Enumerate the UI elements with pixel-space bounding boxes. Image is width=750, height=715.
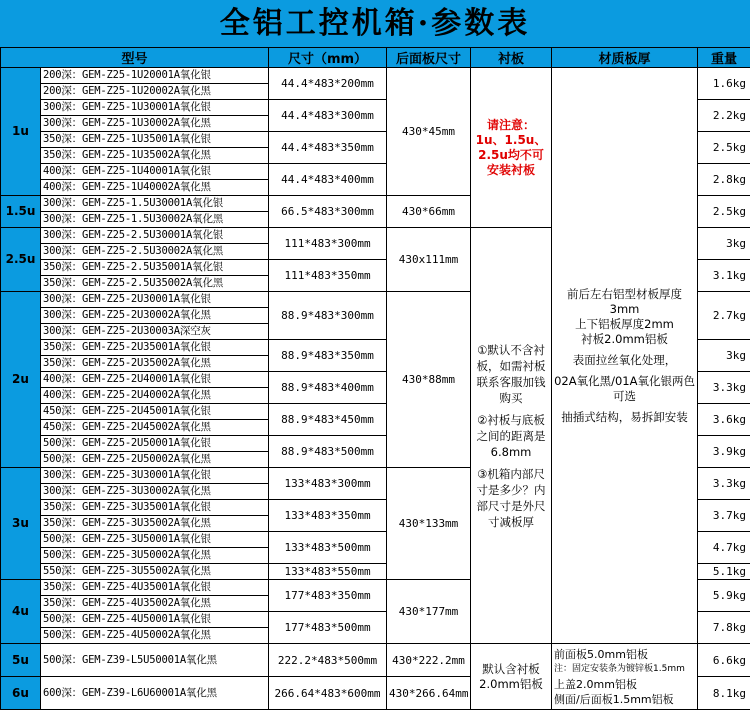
plate-notes-cell xyxy=(471,228,552,644)
group-label-2-5u: 2.5u xyxy=(1,228,41,292)
table-row xyxy=(1,644,750,677)
material-text xyxy=(554,287,695,425)
header-model: 型号 xyxy=(1,48,269,68)
model-cell: 350深：GEM-Z25-3U35002A氧化黑 xyxy=(41,516,269,532)
group-label-3u: 3u xyxy=(1,468,41,580)
group-label-1u: 1u xyxy=(1,68,41,196)
model-cell: 500深：GEM-Z39-L5U50001A氧化黑 xyxy=(41,644,269,677)
weight-cell: 3.3kg xyxy=(698,468,750,500)
model-cell: 200深：GEM-Z25-1U20001A氧化银 xyxy=(41,68,269,84)
model-cell: 450深：GEM-Z25-2U45001A氧化银 xyxy=(41,404,269,420)
model-cell: 300深：GEM-Z25-2U30003A深空灰 xyxy=(41,324,269,340)
weight-cell: 1.6kg xyxy=(698,68,750,100)
rear-cell: 430*222.2mm xyxy=(387,644,471,677)
size-cell: 133*483*350mm xyxy=(269,500,387,532)
model-cell: 300深：GEM-Z25-1U30002A氧化黑 xyxy=(41,116,269,132)
rear-cell: 430*266.64mm xyxy=(387,677,471,710)
weight-cell: 5.9kg xyxy=(698,580,750,612)
model-cell: 300深：GEM-Z25-2U30002A氧化黑 xyxy=(41,308,269,324)
model-cell: 350深：GEM-Z25-2.5U35002A氧化黑 xyxy=(41,276,269,292)
size-cell: 111*483*350mm xyxy=(269,260,387,292)
weight-cell: 2.7kg xyxy=(698,292,750,340)
material-bottom-line: 上盖2.0mm铝板 xyxy=(554,678,637,691)
weight-cell: 5.1kg xyxy=(698,564,750,580)
weight-cell: 3kg xyxy=(698,340,750,372)
weight-cell: 2.5kg xyxy=(698,132,750,164)
size-cell: 133*483*500mm xyxy=(269,532,387,564)
weight-cell: 3.7kg xyxy=(698,500,750,532)
size-cell: 44.4*483*200mm xyxy=(269,68,387,100)
size-cell: 44.4*483*350mm xyxy=(269,132,387,164)
material-line: 表面拉丝氧化处理， xyxy=(572,352,677,367)
table-row xyxy=(1,68,750,84)
model-cell: 400深：GEM-Z25-2U40001A氧化银 xyxy=(41,372,269,388)
plate-notice: 请注意：1u、1.5u、2.5u均不可安装衬板 xyxy=(475,117,547,177)
header-weight: 重量 xyxy=(698,48,750,68)
model-cell: 400深：GEM-Z25-2U40002A氧化黑 xyxy=(41,388,269,404)
rear-cell: 430*133mm xyxy=(387,468,471,580)
model-cell: 500深：GEM-Z25-4U50002A氧化黑 xyxy=(41,628,269,644)
model-cell: 400深：GEM-Z25-1U40002A氧化黑 xyxy=(41,180,269,196)
header-size: 尺寸（mm） xyxy=(269,48,387,68)
plate-note: ③机箱内部尺寸是多少？内部尺寸是外尺寸减板厚 xyxy=(476,466,546,529)
model-cell: 500深：GEM-Z25-4U50001A氧化银 xyxy=(41,612,269,628)
weight-cell: 3.6kg xyxy=(698,404,750,436)
model-cell: 550深：GEM-Z25-3U55002A氧化黑 xyxy=(41,564,269,580)
model-cell: 350深：GEM-Z25-2U35002A氧化黑 xyxy=(41,356,269,372)
model-cell: 350深：GEM-Z25-1U35001A氧化银 xyxy=(41,132,269,148)
model-cell: 500深：GEM-Z25-3U50001A氧化银 xyxy=(41,532,269,548)
model-cell: 300深：GEM-Z25-2.5U30002A氧化黑 xyxy=(41,244,269,260)
rear-cell: 430*177mm xyxy=(387,580,471,644)
size-cell: 133*483*550mm xyxy=(269,564,387,580)
size-cell: 88.9*483*450mm xyxy=(269,404,387,436)
model-cell: 450深：GEM-Z25-2U45002A氧化黑 xyxy=(41,420,269,436)
weight-cell: 3.1kg xyxy=(698,260,750,292)
size-cell: 222.2*483*500mm xyxy=(269,644,387,677)
group-label-6u: 6u xyxy=(1,677,41,710)
rear-cell: 430*88mm xyxy=(387,292,471,468)
material-bottom-line: 前面板5.0mm铝板 xyxy=(554,648,648,661)
weight-cell: 7.8kg xyxy=(698,612,750,644)
model-cell: 500深：GEM-Z25-2U50001A氧化银 xyxy=(41,436,269,452)
size-cell: 44.4*483*300mm xyxy=(269,100,387,132)
material-bottom-cell xyxy=(552,644,698,710)
material-cell xyxy=(552,68,698,644)
header-row xyxy=(1,48,750,68)
size-cell: 88.9*483*300mm xyxy=(269,292,387,340)
weight-cell: 3.3kg xyxy=(698,372,750,404)
material-line: 前后左右铝型材板厚度3mm xyxy=(567,286,683,316)
weight-cell: 2.8kg xyxy=(698,164,750,196)
model-cell: 600深：GEM-Z39-L6U60001A氧化黑 xyxy=(41,677,269,710)
model-cell: 300深：GEM-Z25-2U30001A氧化银 xyxy=(41,292,269,308)
rear-cell: 430*45mm xyxy=(387,68,471,196)
weight-cell: 8.1kg xyxy=(698,677,750,710)
model-cell: 300深：GEM-Z25-1.5U30002A氧化黑 xyxy=(41,212,269,228)
plate-bottom-cell: 默认含衬板2.0mm铝板 xyxy=(471,644,552,710)
weight-cell: 6.6kg xyxy=(698,644,750,677)
size-cell: 133*483*300mm xyxy=(269,468,387,500)
rear-cell: 430x111mm xyxy=(387,228,471,292)
plate-notes xyxy=(473,342,549,530)
group-label-5u: 5u xyxy=(1,644,41,677)
page-title: 全铝工控机箱·参数表 xyxy=(0,0,750,47)
size-cell: 88.9*483*500mm xyxy=(269,436,387,468)
model-cell: 300深：GEM-Z25-1U30001A氧化银 xyxy=(41,100,269,116)
weight-cell: 4.7kg xyxy=(698,532,750,564)
size-cell: 44.4*483*400mm xyxy=(269,164,387,196)
plate-note: ①默认不含衬板，如需衬板联系客服加钱购买 xyxy=(476,342,546,405)
header-material: 材质板厚 xyxy=(552,48,698,68)
rear-cell: 430*66mm xyxy=(387,196,471,228)
size-cell: 111*483*300mm xyxy=(269,228,387,260)
material-line: 抽插式结构，易拆卸安装 xyxy=(561,409,688,424)
material-line: 02A氧化黑/01A氧化银两色可选 xyxy=(554,373,695,403)
model-cell: 350深：GEM-Z25-1U35002A氧化黑 xyxy=(41,148,269,164)
weight-cell: 3kg xyxy=(698,228,750,260)
model-cell: 350深：GEM-Z25-4U35001A氧化银 xyxy=(41,580,269,596)
model-cell: 300深：GEM-Z25-2.5U30001A氧化银 xyxy=(41,228,269,244)
model-cell: 300深：GEM-Z25-1.5U30001A氧化银 xyxy=(41,196,269,212)
model-cell: 500深：GEM-Z25-3U50002A氧化黑 xyxy=(41,548,269,564)
size-cell: 66.5*483*300mm xyxy=(269,196,387,228)
material-line: 衬板2.0mm铝板 xyxy=(581,331,668,346)
model-cell: 300深：GEM-Z25-3U30001A氧化银 xyxy=(41,468,269,484)
model-cell: 200深：GEM-Z25-1U20002A氧化黑 xyxy=(41,84,269,100)
model-cell: 350深：GEM-Z25-4U35002A氧化黑 xyxy=(41,596,269,612)
model-cell: 350深：GEM-Z25-2.5U35001A氧化银 xyxy=(41,260,269,276)
size-cell: 266.64*483*600mm xyxy=(269,677,387,710)
model-cell: 500深：GEM-Z25-2U50002A氧化黑 xyxy=(41,452,269,468)
size-cell: 177*483*350mm xyxy=(269,580,387,612)
header-rear: 后面板尺寸 xyxy=(387,48,471,68)
weight-cell: 2.5kg xyxy=(698,196,750,228)
spec-table xyxy=(0,47,750,710)
size-cell: 88.9*483*400mm xyxy=(269,372,387,404)
weight-cell: 2.2kg xyxy=(698,100,750,132)
group-label-1-5u: 1.5u xyxy=(1,196,41,228)
group-label-4u: 4u xyxy=(1,580,41,644)
model-cell: 350深：GEM-Z25-2U35001A氧化银 xyxy=(41,340,269,356)
material-line: 上下铝板厚度2mm xyxy=(575,316,674,331)
size-cell: 177*483*500mm xyxy=(269,612,387,644)
model-cell: 350深：GEM-Z25-3U35001A氧化银 xyxy=(41,500,269,516)
size-cell: 88.9*483*350mm xyxy=(269,340,387,372)
plate-notice-cell xyxy=(471,68,552,228)
weight-cell: 3.9kg xyxy=(698,436,750,468)
material-bottom-line: 侧面/后面板1.5mm铝板 xyxy=(554,693,674,706)
group-label-2u: 2u xyxy=(1,292,41,468)
header-plate: 衬板 xyxy=(471,48,552,68)
model-cell: 400深：GEM-Z25-1U40001A氧化银 xyxy=(41,164,269,180)
plate-note: ②衬板与底板之间的距离是6.8mm xyxy=(476,412,546,459)
model-cell: 300深：GEM-Z25-3U30002A氧化黑 xyxy=(41,484,269,500)
material-bottom-note: 注：固定安装条为镀锌板1.5mm xyxy=(554,664,685,674)
